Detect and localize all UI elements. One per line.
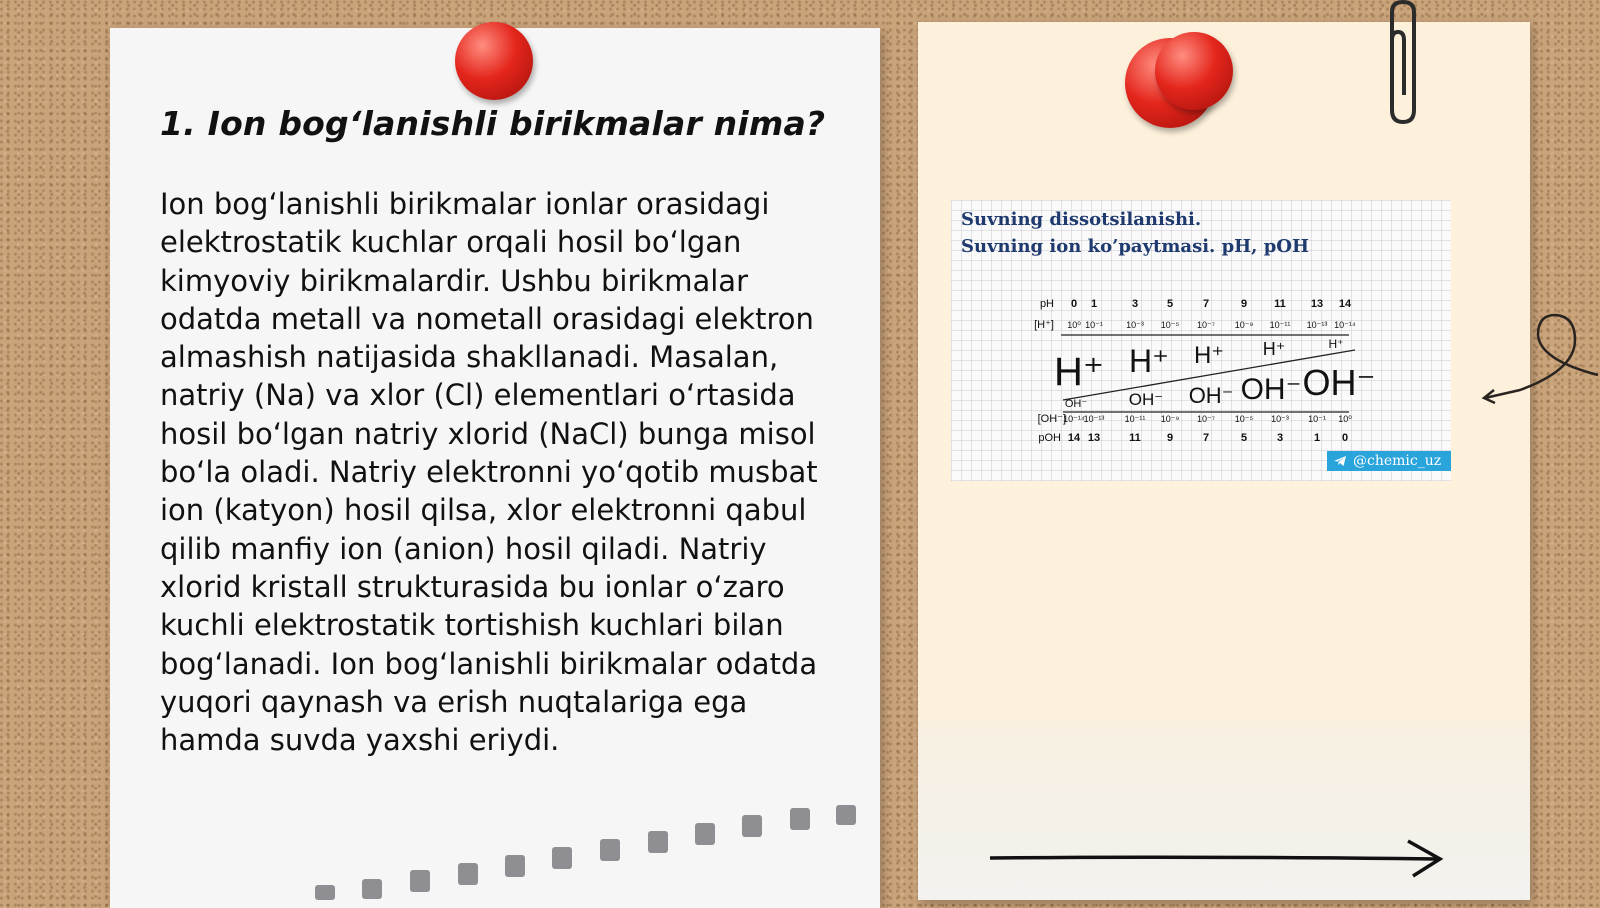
chart-title-line1: Suvning dissotsilanishi. <box>961 209 1202 230</box>
ph-tick-label: 11 <box>1274 298 1286 310</box>
oh-conc-label: 10⁻³ <box>1271 414 1289 424</box>
paperclip-icon <box>1378 0 1428 125</box>
poh-tick-label: 0 <box>1341 432 1349 444</box>
h-conc-label: 10⁻⁹ <box>1234 320 1254 330</box>
note-title: 1. Ion bog‘lanishli birikmalar nima? <box>160 104 826 143</box>
ph-tick-label: 9 <box>1240 298 1248 310</box>
oh-ion-label: OH⁻ <box>1240 373 1302 406</box>
h-ion-label: H⁺ <box>1194 342 1224 369</box>
oh-conc-label: 10⁻⁵ <box>1234 414 1254 424</box>
poh-tick-label: 3 <box>1276 432 1284 444</box>
ph-tick-label: 0 <box>1070 298 1078 310</box>
ph-tick-label: 14 <box>1338 298 1352 310</box>
telegram-handle: @chemic_uz <box>1353 453 1442 469</box>
poh-tick-label: 11 <box>1129 432 1141 444</box>
arrow-right-icon <box>988 838 1448 878</box>
pushpin-icon <box>455 22 533 100</box>
h-conc-label: 10⁰ <box>1067 320 1081 330</box>
ph-tick-label: 3 <box>1131 298 1139 310</box>
oh-ion-label: OH⁻ <box>1302 362 1376 403</box>
ph-row-label: pH <box>1039 298 1054 310</box>
h-conc-label: 10⁻¹ <box>1085 320 1103 330</box>
ph-tick-label: 13 <box>1310 298 1324 310</box>
h-ion-label: H⁺ <box>1129 343 1169 379</box>
oh-ion-label: OH⁻ <box>1128 390 1164 409</box>
ph-scale-diagram <box>951 200 1451 481</box>
pushpin-icon <box>1155 32 1233 110</box>
oh-conc-label: 10⁻⁷ <box>1196 414 1216 424</box>
oh-conc-label: 10⁻¹¹ <box>1124 414 1146 424</box>
poh-tick-label: 13 <box>1087 432 1101 444</box>
oh-conc-label: 10⁻¹³ <box>1083 414 1105 424</box>
h-ion-label: H⁺ <box>1262 339 1286 359</box>
oh-ion-label: OH⁻ <box>1064 398 1088 410</box>
ph-tick-label: 7 <box>1202 298 1210 310</box>
ph-tick-label: 5 <box>1166 298 1174 310</box>
binder-tabs <box>310 805 870 900</box>
h-conc-label: 10⁻⁵ <box>1160 320 1180 330</box>
h-row-label: [H⁺] <box>1034 319 1054 331</box>
telegram-icon <box>1333 454 1347 468</box>
h-ion-label: H⁺ <box>1328 337 1344 351</box>
scribble-arrow-icon <box>1480 310 1600 405</box>
h-conc-label: 10⁻¹⁴ <box>1334 320 1356 330</box>
ph-chart-card <box>951 200 1451 481</box>
poh-tick-label: 1 <box>1313 432 1321 444</box>
oh-conc-label: 10⁻⁹ <box>1160 414 1180 424</box>
poh-tick-label: 5 <box>1240 432 1248 444</box>
oh-ion-label: OH⁻ <box>1188 383 1234 408</box>
telegram-badge[interactable] <box>1327 451 1451 471</box>
ph-tick-label: 1 <box>1090 298 1098 310</box>
h-conc-label: 10⁻¹³ <box>1306 320 1328 330</box>
poh-row-label: pOH <box>1038 432 1061 444</box>
poh-tick-label: 7 <box>1202 432 1210 444</box>
h-ion-label: H⁺ <box>1054 350 1104 394</box>
h-conc-label: 10⁻³ <box>1126 320 1144 330</box>
poh-tick-label: 9 <box>1166 432 1174 444</box>
note-body: Ion bog‘lanishli birikmalar ionlar orasidagi elektrostatik kuchlar orqali hosil bo‘lgan kimyoviy birikmalardir. Ushbu birikmalar odatda metall va nometall orasidagi elektron almashish natijasida shakllanadi. Masalan, natriy (Na) va xlor (Cl) elementlari o‘rtasida hosil bo‘lgan natriy xlorid (NaCl) bunga misol bo‘la oladi. Natriy elektronni yo‘qotib musbat ion (katyon) hosil qilsa, xlor elektronni qabul qilib manfiy ion (anion) hosil qiladi. Natriy xlorid kristall strukturasida bu ionlar o‘zaro kuchli elektrostatik tortishish kuchlari bilan bog‘lanadi. Ion bog‘lanishli birikmalar odatda yuqori qaynash va erish nuqtalariga ega hamda suvda yaxshi eriydi. <box>160 187 818 758</box>
oh-conc-label: 10⁰ <box>1338 414 1352 424</box>
h-conc-label: 10⁻¹¹ <box>1269 320 1291 330</box>
oh-conc-label: 10⁻¹⁴ <box>1063 414 1085 424</box>
oh-conc-label: 10⁻¹ <box>1308 414 1326 424</box>
chart-title-line2: Suvning ion ko’paytmasi. pH, pOH <box>961 236 1309 257</box>
poh-tick-label: 14 <box>1067 432 1081 444</box>
h-conc-label: 10⁻⁷ <box>1196 320 1216 330</box>
oh-row-label: [OH⁻] <box>1037 413 1066 425</box>
